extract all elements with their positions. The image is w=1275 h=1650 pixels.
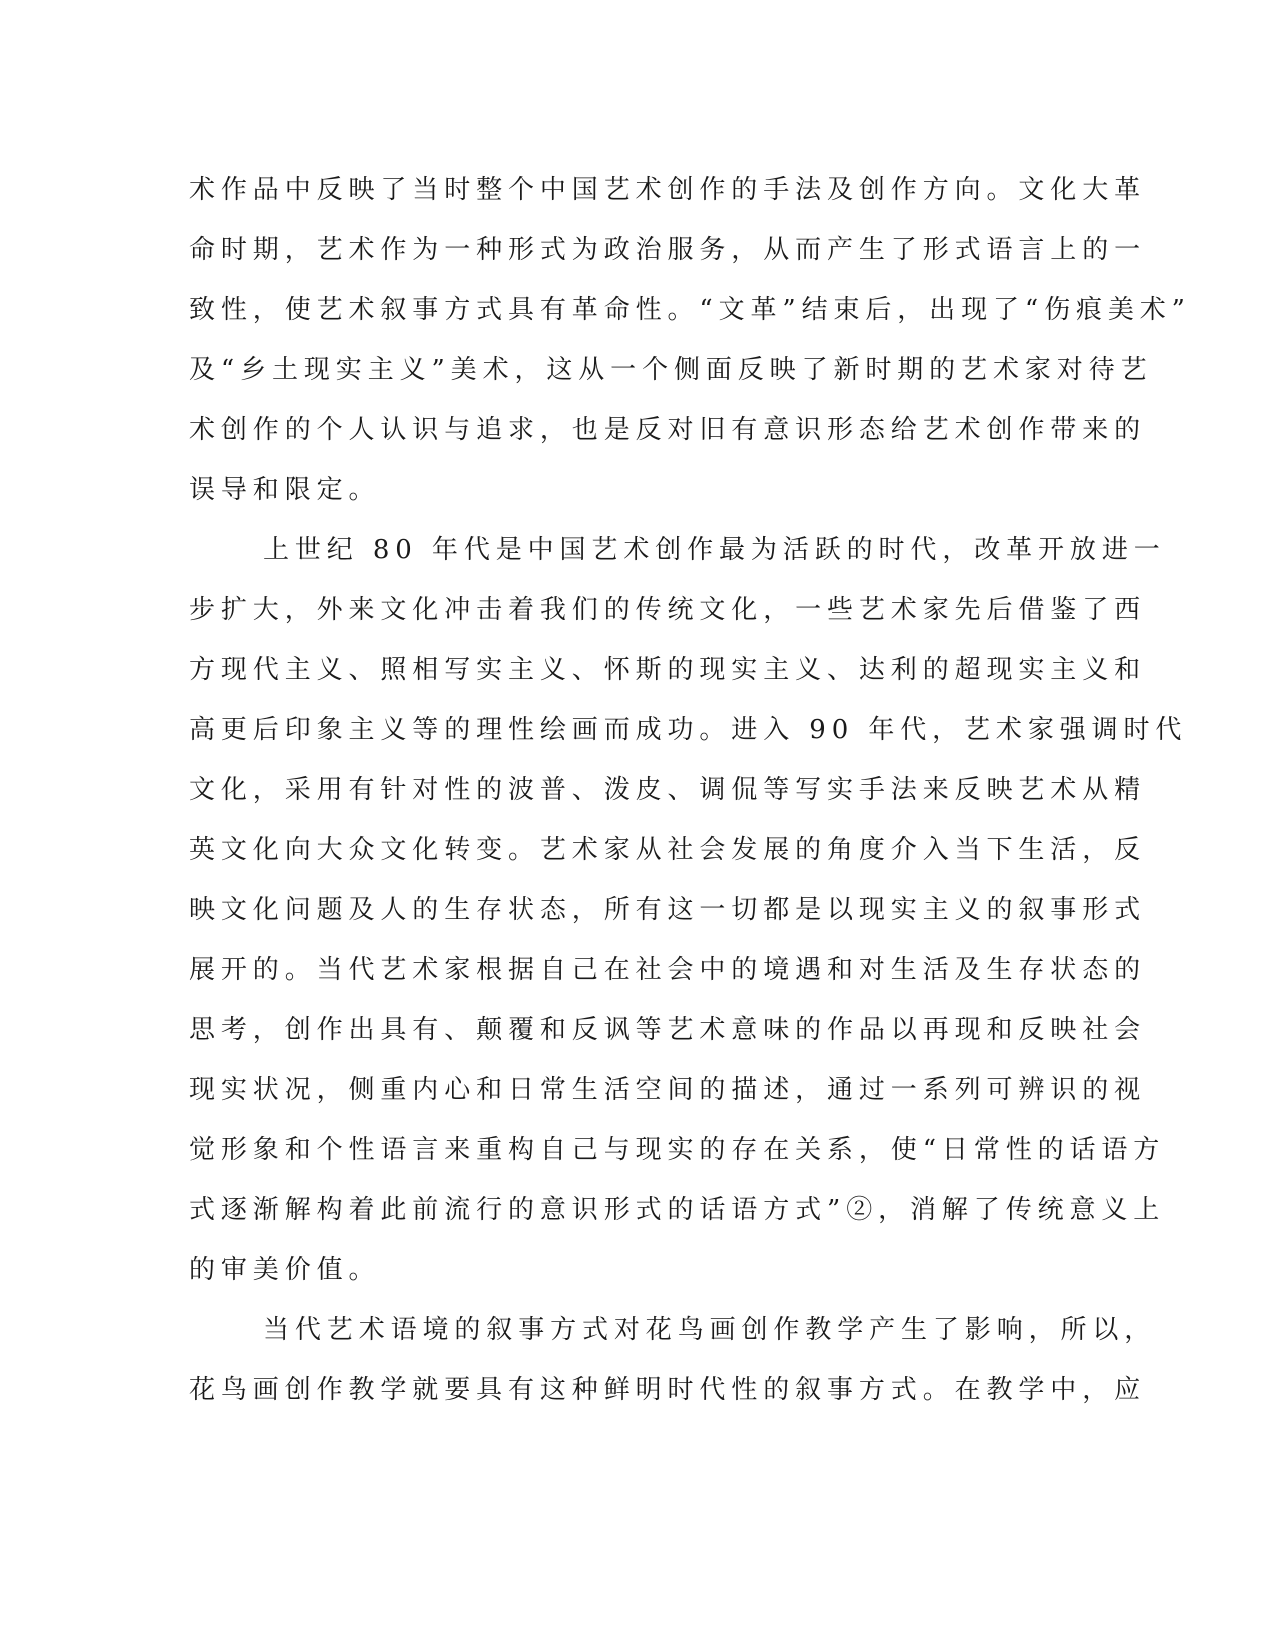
text-line: 展开的。当代艺术家根据自己在社会中的境遇和对生活及生存状态的 bbox=[189, 955, 1147, 985]
paragraph-2 bbox=[189, 520, 1188, 1300]
text-line: 致性，使艺术叙事方式具有革命性。“文革”结束后，出现了“伤痕美术” bbox=[189, 295, 1191, 325]
text-line: 映文化问题及人的生存状态，所有这一切都是以现实主义的叙事形式 bbox=[189, 895, 1147, 925]
text-line: 的审美价值。 bbox=[189, 1255, 381, 1285]
text-line-first: 上世纪 80 年代是中国艺术创作最为活跃的时代，改革开放进一 bbox=[263, 535, 1166, 565]
paragraph-3 bbox=[189, 1300, 1157, 1420]
text-line: 步扩大，外来文化冲击着我们的传统文化，一些艺术家先后借鉴了西 bbox=[189, 595, 1147, 625]
text-line: 术作品中反映了当时整个中国艺术创作的手法及创作方向。文化大革 bbox=[189, 175, 1147, 205]
paragraph-1 bbox=[189, 160, 1191, 520]
text-line: 现实状况，侧重内心和日常生活空间的描述，通过一系列可辨识的视 bbox=[189, 1075, 1147, 1105]
text-line: 误导和限定。 bbox=[189, 475, 381, 505]
text-line: 命时期，艺术作为一种形式为政治服务，从而产生了形式语言上的一 bbox=[189, 235, 1147, 265]
text-line: 方现代主义、照相写实主义、怀斯的现实主义、达利的超现实主义和 bbox=[189, 655, 1147, 685]
text-line: 高更后印象主义等的理性绘画而成功。进入 90 年代，艺术家强调时代 bbox=[189, 715, 1188, 745]
text-line: 及“乡土现实主义”美术，这从一个侧面反映了新时期的艺术家对待艺 bbox=[189, 355, 1153, 385]
text-line-first: 当代艺术语境的叙事方式对花鸟画创作教学产生了影响，所以， bbox=[263, 1315, 1157, 1345]
text-line: 思考，创作出具有、颠覆和反讽等艺术意味的作品以再现和反映社会 bbox=[189, 1015, 1147, 1045]
body-text bbox=[189, 160, 1191, 1420]
text-line: 觉形象和个性语言来重构自己与现实的存在关系，使“日常性的话语方 bbox=[189, 1135, 1166, 1165]
text-line: 花鸟画创作教学就要具有这种鲜明时代性的叙事方式。在教学中，应 bbox=[189, 1375, 1147, 1405]
text-line: 英文化向大众文化转变。艺术家从社会发展的角度介入当下生活，反 bbox=[189, 835, 1147, 865]
text-line: 文化，采用有针对性的波普、泼皮、调侃等写实手法来反映艺术从精 bbox=[189, 775, 1147, 805]
text-line: 式逐渐解构着此前流行的意识形式的话语方式”②，消解了传统意义上 bbox=[189, 1195, 1166, 1225]
text-line: 术创作的个人认识与追求，也是反对旧有意识形态给艺术创作带来的 bbox=[189, 415, 1147, 445]
